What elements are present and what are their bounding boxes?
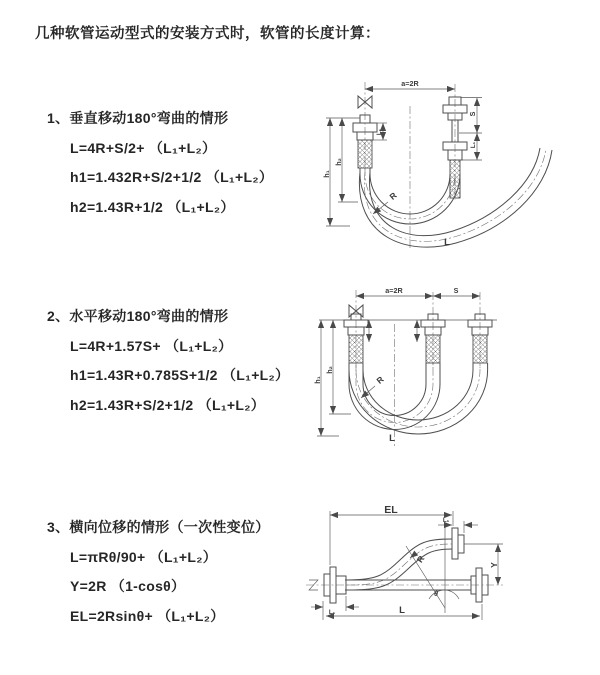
diagram-horizontal-180-bend [305,284,595,462]
dim-label-span: a=2R [401,79,419,88]
section-lateral-displacement [47,513,270,631]
section-heading: 1、垂直移动180°弯曲的情形 [47,110,229,126]
end-fitting-right [468,314,492,363]
section-heading: 3、横向位移的情形（一次性变位） [47,519,270,535]
formula-line: h2=1.43R+1/2 （L₁+L₂） [70,198,235,215]
dim-label-fitting-right: L₁ [470,141,477,149]
dim-label-angle: θ [433,589,439,598]
dimension-lines [311,511,503,620]
dim-label-travel: S [468,111,477,117]
section-heading: 2、水平移动180°弯曲的情形 [47,308,229,324]
end-fitting-middle [421,314,445,363]
right-upper-flange [452,528,464,559]
dim-label-offset: Y [489,562,499,568]
dim-label-fitting-top: L₁ [442,517,450,524]
section-horizontal-180 [47,302,289,420]
dim-label-span: a=2R [385,286,403,295]
dim-label-radius: R [414,553,427,565]
formula-line: L=πRθ/90+ （L₁+L₂） [70,548,218,565]
radius-construction [406,525,459,613]
document-title: 几种软管运动型式的安装方式时，软管的长度计算： [35,26,380,42]
section-vertical-180 [47,104,273,222]
dim-label-radius: R [374,374,386,386]
dim-label-fitting-left: L₁ [328,609,336,616]
dim-label-h-outer: h₁ [322,170,331,178]
dim-label-h-inner: h₂ [325,366,334,374]
formula-line: h2=1.43R+S/2+1/2 （L₁+L₂） [70,396,266,413]
dim-label-length: L [444,237,450,248]
dim-label-length: L [389,433,395,444]
s-curve-hose [347,539,452,590]
formula-line: L=4R+1.57S+ （L₁+L₂） [70,337,233,354]
dimension-lines [326,89,482,226]
diagram-vertical-180-bend [306,76,592,260]
dim-label-length: L [399,605,405,616]
formula-line: L=4R+S/2+ （L₁+L₂） [70,139,217,156]
dim-label-h-outer: h₁ [313,376,322,384]
formula-line: h1=1.43R+0.785S+1/2 （L₁+L₂） [70,367,290,383]
dim-label-travel: S [453,286,459,295]
diagram-lateral-displacement [298,503,600,651]
dim-label-fitting-left: L₁ [376,128,383,136]
hose-loops [349,363,488,434]
formula-line: Y=2R （1-cosθ） [70,578,186,594]
dim-label-radius: R [387,190,399,202]
dim-label-el: EL [384,504,398,516]
formula-line: h1=1.432R+S/2+1/2 （L₁+L₂） [70,169,274,185]
dim-label-h-inner: h₂ [334,158,343,166]
formula-line: EL=2Rsinθ+ （L₁+L₂） [70,607,225,624]
